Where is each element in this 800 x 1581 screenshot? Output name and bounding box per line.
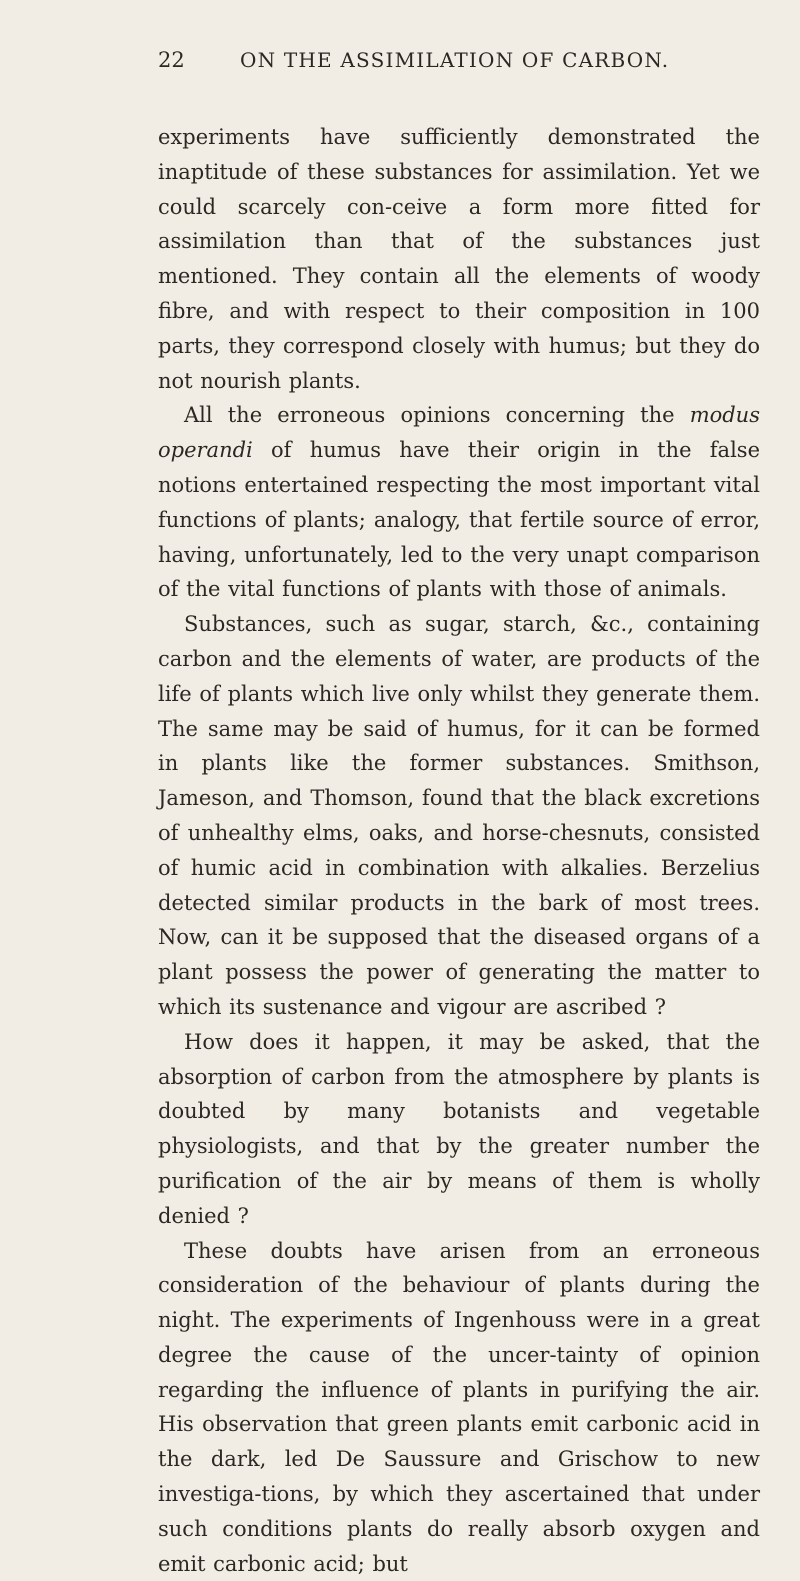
page-number: 22 [158,48,185,72]
paragraph-2-emphasis: modus operandi [158,403,760,462]
paragraph-1: experiments have sufficiently demonstrated the inaptitude of these substances for assimilation. Yet we could scarcely con-ceive a form more fitted for assimilation than that of the substances just mentioned. They contain all the elements of woody fibre, and with respect to their composition in 100 parts, they correspond closely with humus; but they do not nourish plants. [158,120,760,398]
paragraph-2 [158,398,760,607]
paragraph-2-before: All the erroneous opinions concerning the [184,403,690,427]
running-head [158,48,760,78]
body-text [158,120,760,1581]
running-title: ON THE ASSIMILATION OF CARBON. [240,48,669,72]
paragraph-3: Substances, such as sugar, starch, &c., containing carbon and the elements of water, are products of the life of plants which live only whilst they generate them. The same may be said of humus, for it can be formed in plants like the former substances. Smithson, Jameson, and Thomson, found that the black excretions of unhealthy elms, oaks, and horse-chesnuts, consisted of humic acid in combination with alkalies. Berzelius detected similar products in the bark of most trees. Now, can it be supposed that the diseased organs of a plant possess the power of generating the matter to which its sustenance and vigour are ascribed ? [158,607,760,1025]
book-page [0,48,800,1457]
paragraph-2-after: of humus have their origin in the false notions entertained respecting the most important vital functions of plants; analogy, that fertile source of error, having, unfortunately, led to the very unapt comparison of the vital functions of plants with those of animals. [158,438,760,601]
paragraph-4: How does it happen, it may be asked, that the absorption of carbon from the atmosphere by plants is doubted by many botanists and vegetable physiologists, and that by the greater number the purification of the air by means of them is wholly denied ? [158,1025,760,1234]
paragraph-5: These doubts have arisen from an erroneous consideration of the behaviour of plants during the night. The experiments of Ingenhouss were in a great degree the cause of the uncer-tainty of opinion regarding the influence of plants in purifying the air. His observation that green plants emit carbonic acid in the dark, led De Saussure and Grischow to new investiga-tions, by which they ascertained that under such conditions plants do really absorb oxygen and emit carbonic acid; but [158,1234,760,1581]
